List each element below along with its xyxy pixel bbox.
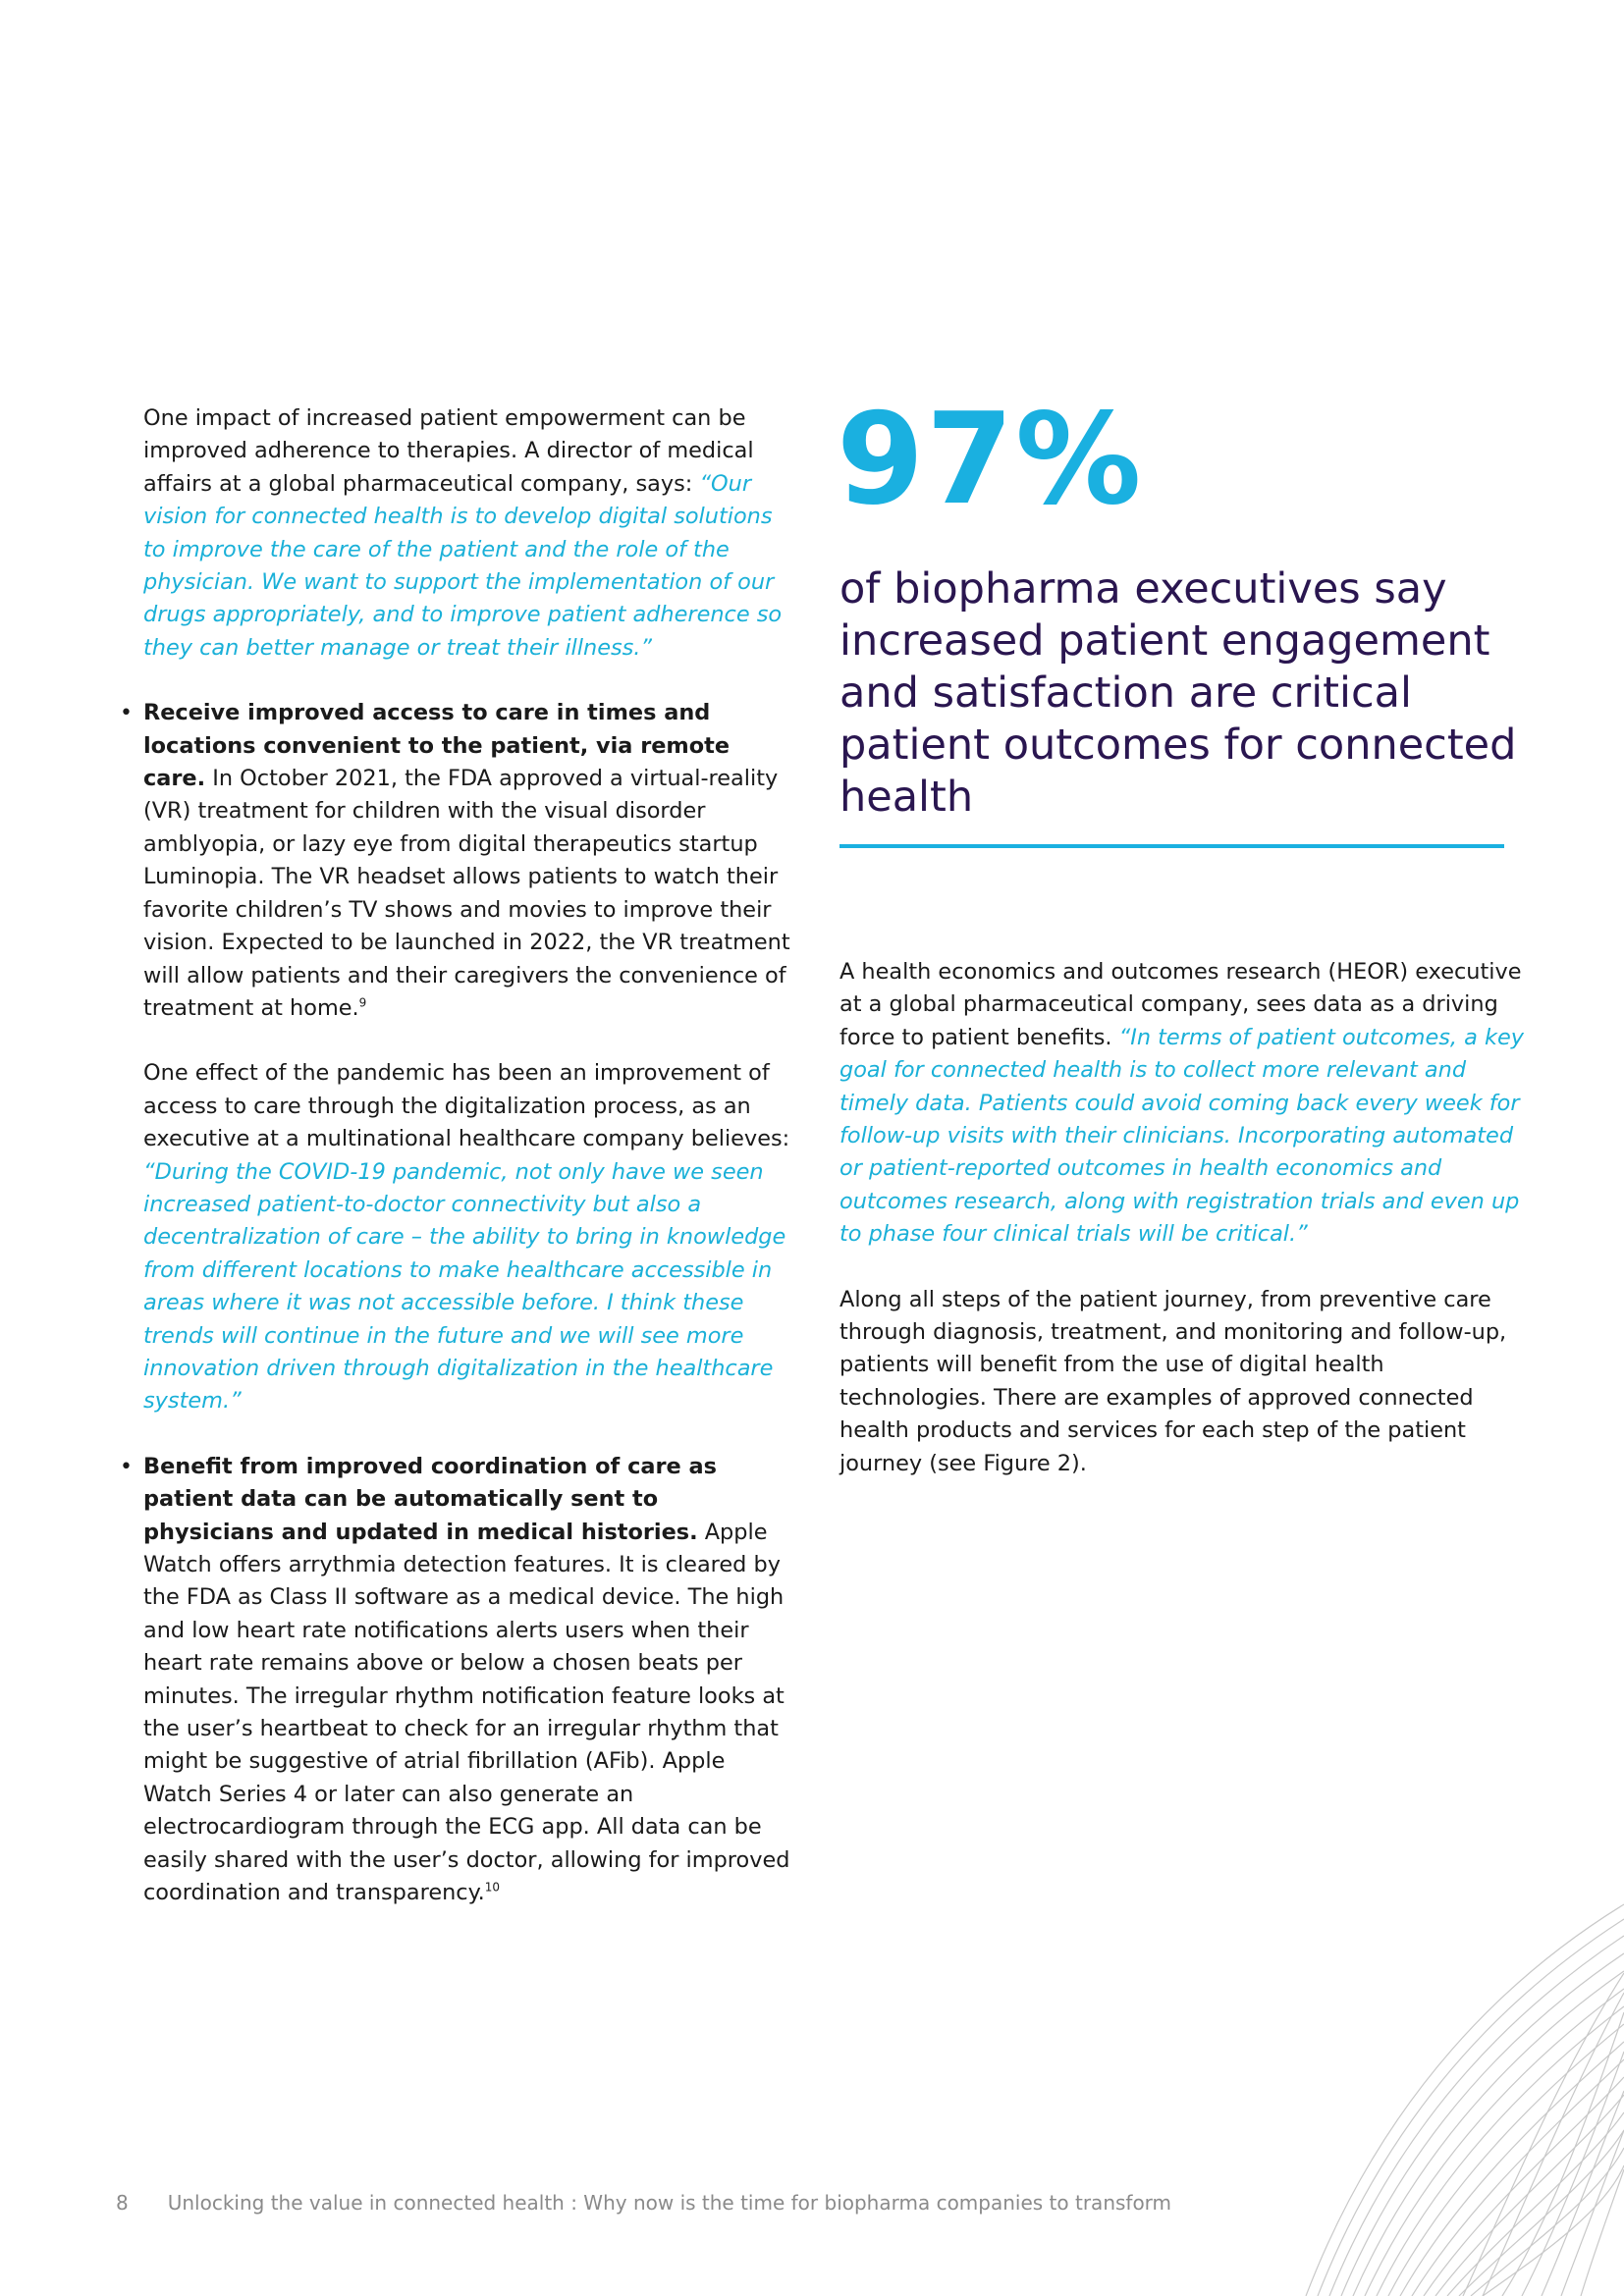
bullet-coordination-text: Apple Watch offers arrythmia detection features. It is cleared by the FDA as Class II software as a medical device. The high and low heart rate notifications alerts users when their heart rate remains above or below a chosen beats per minutes. The irregular rhythm notification feature looks at the user’s heartbeat to check for an irregular rhythm that might be suggestive of atrial fibrillation (AFib). Apple Watch Series 4 or later can also generate an electrocardiogram through the ECG app. All data can be easily shared with the user’s doctor, allowing for improved coordination and transparency. xyxy=(143,1519,790,1906)
heor-paragraph xyxy=(839,956,1527,1252)
intro-paragraph xyxy=(143,402,791,665)
left-column xyxy=(120,402,791,1909)
stat-text: of biopharma executives say increased patient engagement and satisfaction are critical patient outcomes for connected health xyxy=(839,564,1517,822)
decorative-curves xyxy=(1267,1895,1624,2296)
pandemic-text: One effect of the pandemic has been an improvement of access to care through the digitalization process, as an executive at a multinational healthcare company believes: xyxy=(143,1060,790,1152)
page-number: 8 xyxy=(116,2191,129,2215)
footer-title: Unlocking the value in connected health : Why now is the time for biopharma companies to transform xyxy=(167,2191,1172,2215)
bullet-dot: • xyxy=(120,701,133,726)
bullet-remote-care xyxy=(120,697,791,1025)
stat-divider xyxy=(839,844,1504,848)
bullet-list-2 xyxy=(120,1451,791,1910)
footnote-10: 10 xyxy=(484,1880,501,1895)
bullet-coordination-heading: Benefit from improved coordination of care as patient data can be automatically sent to physicians and updated in medical histories. xyxy=(143,1453,717,1545)
footnote-9: 9 xyxy=(358,995,367,1010)
bullet-list-1 xyxy=(120,697,791,1025)
heor-text: A health economics and outcomes research (HEOR) executive at a global pharmaceutical company, sees data as a driving force to patient benefits. xyxy=(839,959,1522,1050)
intro-text: One impact of increased patient empowerment can be improved adherence to therapies. A director of medical affairs at a global pharmaceutical company, says: xyxy=(143,405,754,497)
page-footer xyxy=(116,2191,1171,2215)
right-column xyxy=(839,956,1527,1480)
journey-paragraph: Along all steps of the patient journey, from preventive care through diagnosis, treatment, and monitoring and follow-up, patients will benefit from the use of digital health technologies. There are examples of approved connected health products and services for each step of the patient journey (see Figure 2). xyxy=(839,1286,1507,1476)
heor-quote: “In terms of patient outcomes, a key goal for connected health is to collect more relevant and timely data. Patients could avoid coming back every week for follow-up visits with their clinicians. Incorporating automated or patient-reported outcomes in health economics and outcomes research, along with registration trials and even up to phase four clinical trials will be critical.” xyxy=(839,1024,1524,1248)
bullet-coordination xyxy=(120,1451,791,1910)
bullet-dot: • xyxy=(120,1454,133,1479)
stat-number: 97% xyxy=(837,387,1144,533)
bullet-remote-care-heading: Receive improved access to care in times and locations convenient to the patient, via remote care. xyxy=(143,700,731,792)
pandemic-quote: “During the COVID-19 pandemic, not only have we seen increased patient-to-doctor connectivity but also a decentralization of care – the ability to bring in knowledge from different locations to make healthcare accessible in areas where it was not accessible before. I think these trends will continue in the future and we will see more innovation driven through digitalization in the healthcare system.” xyxy=(143,1158,786,1415)
bullet-remote-care-text: In October 2021, the FDA approved a virtual-reality (VR) treatment for children with the visual disorder amblyopia, or lazy eye from digital therapeutics startup Luminopia. The VR headset allows patients to watch their favorite children’s TV shows and movies to improve their vision. Expected to be launched in 2022, the VR treatment will allow patients and their caregivers the convenience of treatment at home. xyxy=(143,766,790,1021)
pandemic-paragraph xyxy=(143,1057,791,1417)
intro-quote: “Our vision for connected health is to develop digital solutions to improve the care of the patient and the role of the physician. We want to support the implementation of our drugs appropriately, and to improve patient adherence so they can better manage or treat their illness.” xyxy=(143,470,783,661)
